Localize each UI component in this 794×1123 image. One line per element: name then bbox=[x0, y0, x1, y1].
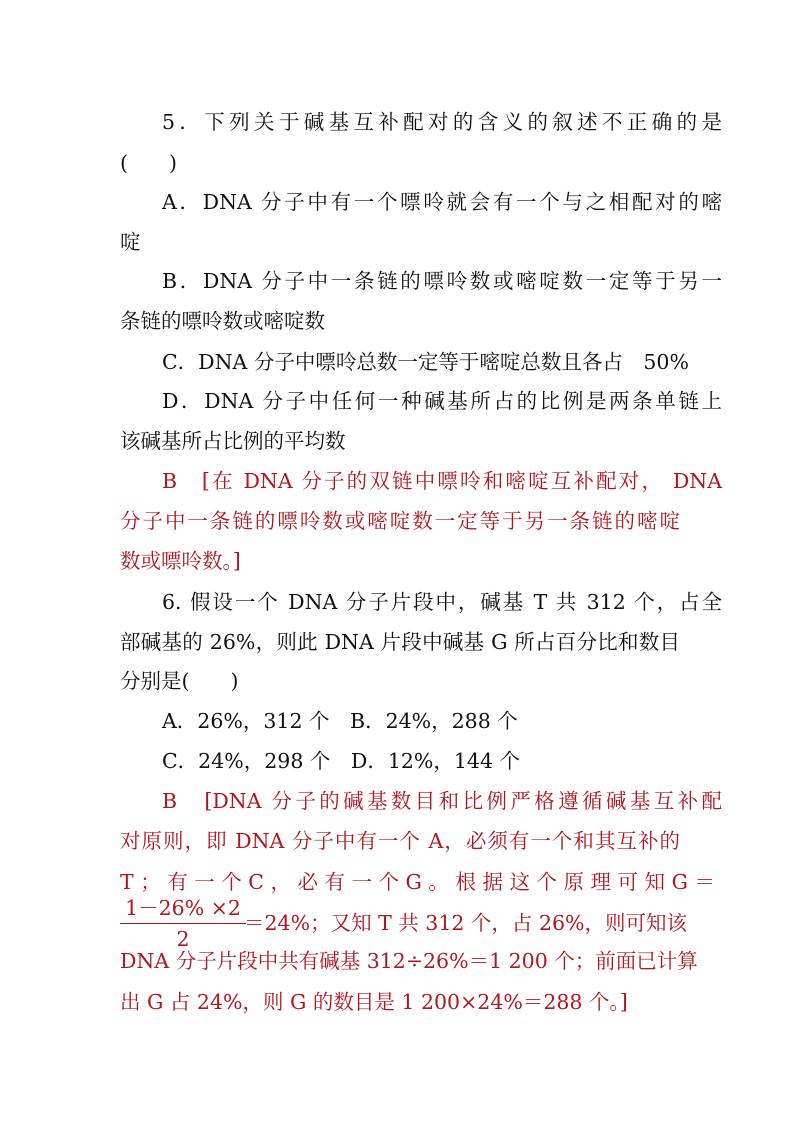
q5-answer-line-1: B [在 DNA 分子的双链中嘌呤和嘧啶互补配对， DNA bbox=[162, 469, 722, 493]
q5-option-b-line-1: B．DNA 分子中一条链的嘌呤数或嘧啶数一定等于另一 bbox=[162, 269, 722, 293]
fraction-bar bbox=[120, 923, 246, 924]
q6-answer-line-2: 对原则，即 DNA 分子中有一个 A，必须有一个和其互补的 bbox=[120, 829, 680, 853]
fraction-denominator: 2 bbox=[176, 927, 190, 951]
q6-answer-line-1: B [DNA 分子的碱基数目和比例严格遵循碱基互补配 bbox=[162, 789, 722, 813]
q5-option-a-line-2: 啶 bbox=[120, 230, 141, 254]
q5-stem-line-2: ( ) bbox=[120, 151, 177, 175]
q6-answer-line-3: T ； 有 一 个 C ， 必 有 一 个 G 。 根 据 这 个 原 理 可 知 G ＝ bbox=[120, 870, 715, 894]
q5-option-a-line-1: A．DNA 分子中有一个嘌呤就会有一个与之相配对的嘧 bbox=[162, 190, 722, 214]
q6-stem-line-1: 6. 假设一个 DNA 分子片段中，碱基 T 共 312 个，占全 bbox=[162, 590, 722, 614]
q5-option-d-line-1: D．DNA 分子中任何一种碱基所占的比例是两条单链上 bbox=[162, 389, 722, 413]
q6-answer-line-4: ＝24%；又知 T 共 312 个，占 26%，则可知该 bbox=[244, 911, 688, 935]
q6-answer-line-5: DNA 分子片段中共有碱基 312÷26%＝1 200 个；前面已计算 bbox=[120, 949, 698, 973]
q5-answer-line-3: 数或嘌呤数。] bbox=[120, 549, 241, 573]
q6-options-cd: C．24%，298 个 D．12%，144 个 bbox=[162, 749, 521, 773]
fraction-numerator: 1－26% ×2 bbox=[125, 896, 241, 920]
q5-option-d-line-2: 该碱基所占比例的平均数 bbox=[120, 429, 346, 453]
q5-answer-line-2: 分子中一条链的嘌呤数或嘧啶数一定等于另一条链的嘧啶 bbox=[120, 509, 680, 533]
q5-stem-line-1: 5．下列关于碱基互补配对的含义的叙述不正确的是 bbox=[162, 110, 722, 134]
q5-option-b-line-2: 条链的嘌呤数或嘧啶数 bbox=[120, 309, 325, 333]
q6-options-ab: A．26%，312 个 B．24%，288 个 bbox=[162, 709, 518, 733]
q6-stem-line-2: 部碱基的 26%，则此 DNA 片段中碱基 G 所占百分比和数目 bbox=[120, 630, 680, 654]
fraction-expression bbox=[120, 872, 246, 952]
q6-stem-line-3: 分别是( ) bbox=[120, 669, 239, 693]
q5-option-c: C．DNA 分子中嘌呤总数一定等于嘧啶总数且各占 50% bbox=[162, 350, 689, 374]
q6-answer-line-6: 出 G 占 24%，则 G 的数目是 1 200×24%＝288 个。] bbox=[120, 990, 628, 1014]
